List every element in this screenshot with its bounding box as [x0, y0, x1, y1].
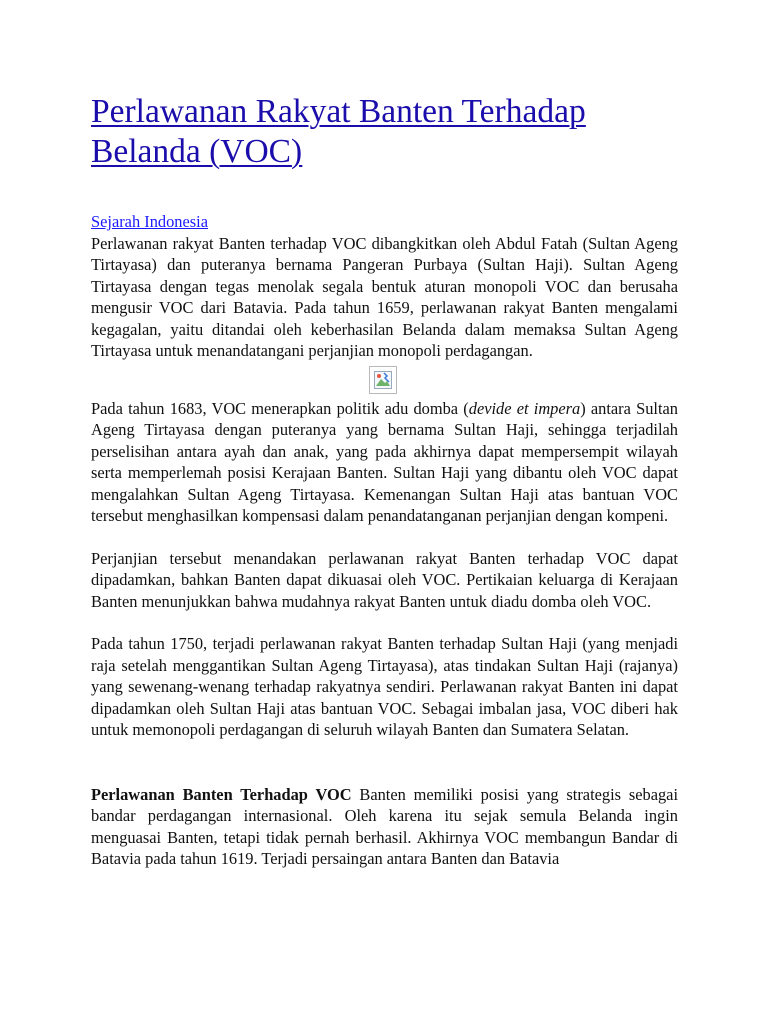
paragraph-2-start: Pada tahun 1683, VOC menerapkan politik adu domba (: [91, 398, 469, 418]
paragraph-5-body: Banten memiliki posisi yang strategis sebagai bandar perdagangan internasional. Oleh karena itu sejak semula Belanda ingin menguasai Banten, tetapi tidak pernah berhasil. Akhirnya VOC membangun Bandar di Batavia pada tahun 1619. Terjadi persaingan antara Banten dan Batavia: [91, 784, 678, 868]
broken-image-glyph: [374, 371, 392, 389]
category-link[interactable]: Sejarah Indonesia: [91, 212, 208, 231]
paragraph-2: [91, 398, 678, 527]
paragraph-1: Perlawanan rakyat Banten terhadap VOC dibangkitkan oleh Abdul Fatah (Sultan Ageng Tirtayasa) dan puteranya bernama Pangeran Purbaya (Sultan Haji). Sultan Ageng Tirtayasa dengan tegas menolak segala bentuk aturan monopoli VOC dan berusaha mengusir VOC dari Batavia. Pada tahun 1659, perlawanan rakyat Banten mengalami kegagalan, yaitu ditandai oleh keberhasilan Belanda dalam memaksa Sultan Ageng Tirtayasa untuk menandatangani perjanjian monopoli perdagangan.: [91, 233, 678, 360]
paragraph-4: Pada tahun 1750, terjadi perlawanan rakyat Banten terhadap Sultan Haji (yang menjadi raja setelah menggantikan Sultan Ageng Tirtayasa), atas tindakan Sultan Haji (rajanya) yang sewenang-wenang terhadap rakyatnya sendiri. Perlawanan rakyat Banten ini dapat dipadamkan oleh Sultan Haji atas bantuan VOC. Sebagai imbalan jasa, VOC diberi hak untuk memonopoli perdagangan di seluruh wilayah Banten dan Sumatera Selatan.: [91, 634, 678, 739]
paragraph-5-heading: Perlawanan Banten Terhadap VOC: [91, 784, 352, 804]
paragraph-2-end: ) antara Sultan Ageng Tirtayasa dengan puteranya yang bernama Sultan Haji, sehingga terjadilah perselisihan antara ayah dan anak, yang pada akhirnya dapat mempersempit wilayah serta memperlemah posisi Kerajaan Banten. Sultan Haji yang dibantu oleh VOC dapat mengalahkan Sultan Ageng Tirtayasa. Kemenangan Sultan Haji atas bantuan VOC tersebut menghasilkan kompensasi dalam penandatanganan perjanjian dengan kompeni.: [91, 398, 678, 525]
paragraph-2-italic: devide et impera: [468, 398, 581, 418]
document-page: [91, 92, 678, 870]
page-title[interactable]: [91, 92, 678, 172]
paragraph-5: [91, 784, 678, 870]
paragraph-3: Perjanjian tersebut menandakan perlawanan rakyat Banten terhadap VOC dapat dipadamkan, bahkan Banten dapat dikuasai oleh VOC. Pertikaian keluarga di Kerajaan Banten menunjukkan bahwa mudahnya rakyat Banten untuk diadu domba oleh VOC.: [91, 548, 678, 611]
broken-image-icon: [369, 366, 397, 394]
title-link[interactable]: Perlawanan Rakyat Banten Terhadap Belanda (VOC): [91, 93, 586, 170]
